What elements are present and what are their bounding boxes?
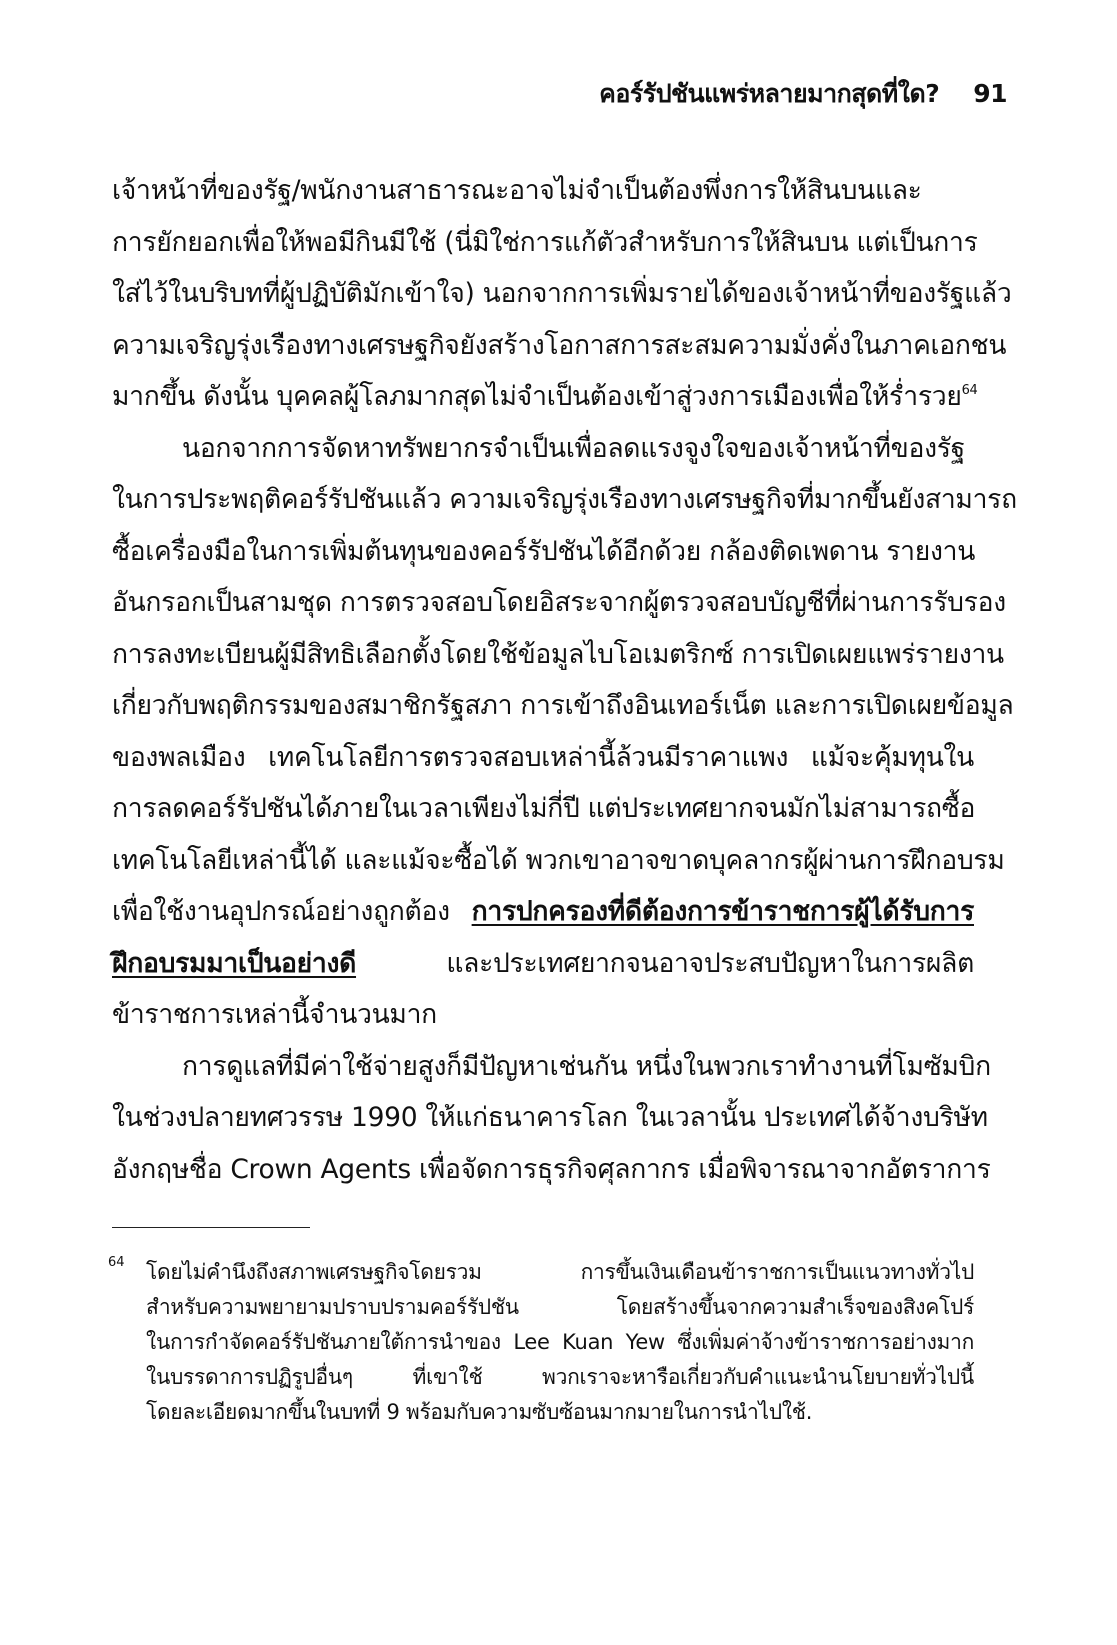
body-line: ซื้อเครื่องมือในการเพิ่มต้นทุนของคอร์รัปชันได้อีกด้วย กล้องติดเพดาน รายงาน bbox=[112, 536, 976, 567]
body-line: ของพลเมือง เทคโนโลยีการตรวจสอบเหล่านี้ล้วนมีราคาแพง แม้จะคุ้มทุนใน bbox=[112, 742, 974, 773]
body-line: อังกฤษชื่อ Crown Agents เพื่อจัดการธุรกิจศุลกากร เมื่อพิจารณาจากอัตราการ bbox=[112, 1154, 991, 1185]
footnote-line: ในบรรดาการปฏิรูปอื่นๆ ที่เขาใช้ พวกเราจะหารือเกี่ยวกับคำแนะนำนโยบายทั่วไปนี้ bbox=[146, 1365, 974, 1389]
body-line: ในการประพฤติคอร์รัปชันแล้ว ความเจริญรุ่งเรืองทางเศรษฐกิจที่มากขึ้นยังสามารถ bbox=[112, 484, 1017, 515]
body-line: ข้าราชการเหล่านี้จำนวนมาก bbox=[112, 999, 437, 1030]
footnote-line: โดยไม่คำนึงถึงสภาพเศรษฐกิจโดยรวม การขึ้นเงินเดือนข้าราชการเป็นแนวทางทั่วไป bbox=[146, 1260, 974, 1284]
body-line bbox=[112, 947, 974, 981]
page-number: 91 bbox=[973, 79, 1007, 108]
body-line-text: มากขึ้น ดังนั้น บุคคลผู้โลภมากสุดไม่จำเป็นต้องเข้าสู่วงการเมืองเพื่อให้ร่ำรวย bbox=[112, 381, 962, 412]
footnote-line: ในการกำจัดคอร์รัปชันภายใต้การนำของ Lee Kuan Yew ซึ่งเพิ่มค่าจ้างข้าราชการอย่างมาก bbox=[146, 1330, 974, 1354]
body-line: ใส่ไว้ในบริบทที่ผู้ปฏิบัติมักเข้าใจ) นอกจากการเพิ่มรายได้ของเจ้าหน้าที่ของรัฐแล้ว bbox=[112, 278, 1012, 309]
body-line bbox=[112, 380, 978, 414]
body-line: ความเจริญรุ่งเรืองทางเศรษฐกิจยังสร้างโอกาสการสะสมความมั่งคั่งในภาคเอกชน bbox=[112, 330, 1007, 361]
body-line: การลดคอร์รัปชันได้ภายในเวลาเพียงไม่กี่ปี แต่ประเทศยากจนมักไม่สามารถซื้อ bbox=[112, 793, 976, 824]
body-line-text: เพื่อใช้งานอุปกรณ์อย่างถูกต้อง bbox=[112, 896, 450, 927]
body-line: เกี่ยวกับพฤติกรรมของสมาชิกรัฐสภา การเข้าถึงอินเทอร์เน็ต และการเปิดเผยข้อมูล bbox=[112, 690, 1014, 721]
body-line bbox=[112, 895, 974, 929]
body-line: เจ้าหน้าที่ของรัฐ/พนักงานสาธารณะอาจไม่จำเป็นต้องพึ่งการให้สินบนและ bbox=[112, 175, 922, 206]
footnote-reference: 64 bbox=[961, 383, 978, 398]
chapter-title: คอร์รัปชันแพร่หลายมากสุดที่ใด? bbox=[599, 79, 940, 108]
emphasized-text: ฝึกอบรมมาเป็นอย่างดี bbox=[112, 948, 357, 979]
body-line: ในช่วงปลายทศวรรษ 1990 ให้แก่ธนาคารโลก ในเวลานั้น ประเทศได้จ้างบริษัท bbox=[112, 1102, 988, 1133]
paragraph-first-line: การดูแลที่มีค่าใช้จ่ายสูงก็มีปัญหาเช่นกัน หนึ่งในพวกเราทำงานที่โมซัมบิก bbox=[182, 1051, 991, 1082]
running-header bbox=[599, 74, 1007, 114]
body-line: อันกรอกเป็นสามชุด การตรวจสอบโดยอิสระจากผู้ตรวจสอบบัญชีที่ผ่านการรับรอง bbox=[112, 587, 1006, 618]
body-line: การยักยอกเพื่อให้พอมีกินมีใช้ (นี่มิใช่การแก้ตัวสำหรับการให้สินบน แต่เป็นการ bbox=[112, 227, 978, 258]
footnote-number: 64 bbox=[108, 1255, 125, 1270]
footnote-divider bbox=[112, 1227, 310, 1228]
footnote-line: โดยละเอียดมากขึ้นในบทที่ 9 พร้อมกับความซับซ้อนมากมายในการนำไปใช้. bbox=[146, 1400, 813, 1424]
emphasized-text: การปกครองที่ดีต้องการข้าราชการผู้ได้รับการ bbox=[471, 896, 974, 927]
body-line: เทคโนโลยีเหล่านี้ได้ และแม้จะซื้อได้ พวกเขาอาจขาดบุคลากรผู้ผ่านการฝึกอบรม bbox=[112, 845, 1005, 876]
footnote-line: สำหรับความพยายามปราบปรามคอร์รัปชัน โดยสร้างขึ้นจากความสำเร็จของสิงคโปร์ bbox=[146, 1295, 974, 1319]
body-line-text: และประเทศยากจนอาจประสบปัญหาในการผลิต bbox=[446, 948, 974, 979]
body-line: การลงทะเบียนผู้มีสิทธิเลือกตั้งโดยใช้ข้อมูลไบโอเมตริกซ์ การเปิดเผยแพร่รายงาน bbox=[112, 639, 1004, 670]
paragraph-first-line: นอกจากการจัดหาทรัพยากรจำเป็นเพื่อลดแรงจูงใจของเจ้าหน้าที่ของรัฐ bbox=[182, 433, 966, 464]
